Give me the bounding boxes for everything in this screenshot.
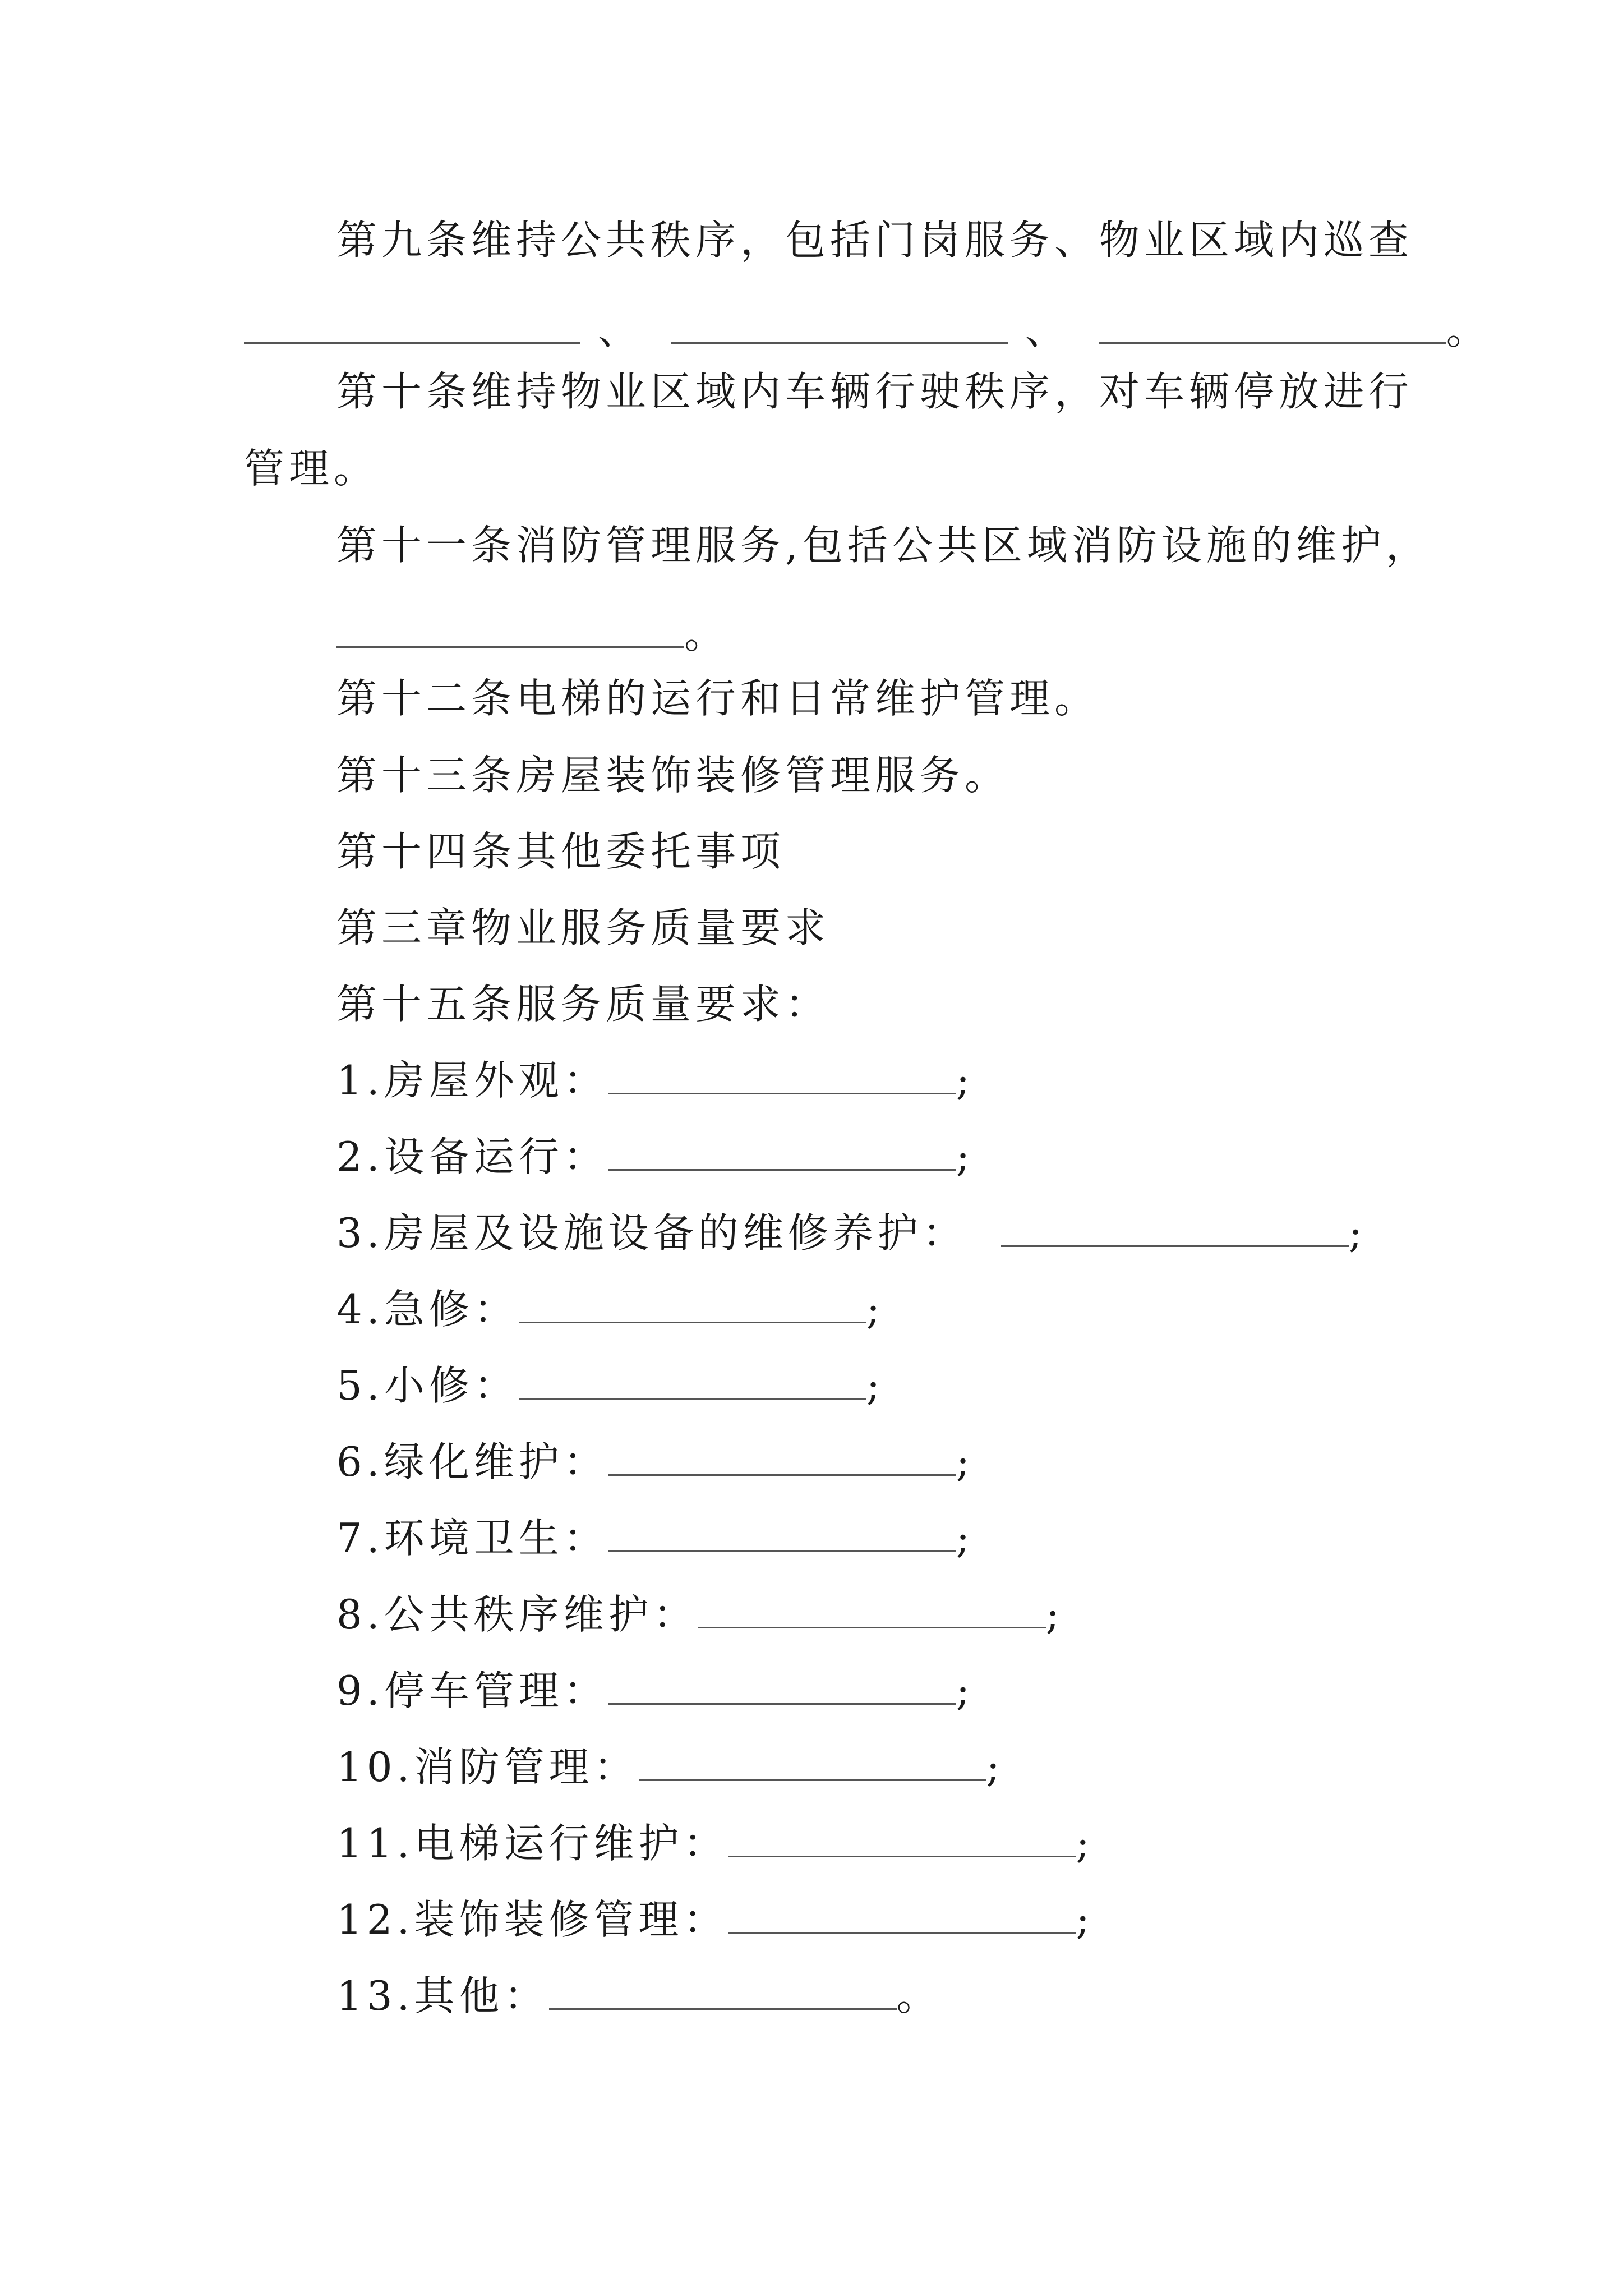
blank-field[interactable] [639, 1745, 986, 1781]
requirement-label: 6.绿化维护： [336, 1438, 608, 1485]
requirement-item [336, 1663, 970, 1719]
blank-field[interactable] [549, 1973, 897, 2010]
article-10-line-2: 管理。 [244, 445, 379, 492]
requirement-item [336, 1510, 970, 1566]
article-14: 第十四条其他委托事项 [336, 828, 786, 875]
blank-field[interactable] [519, 1287, 866, 1323]
end-punctuation: ; [986, 1743, 1000, 1791]
end-punctuation: 。 [684, 610, 725, 657]
requirement-label: 8.公共秩序维护： [336, 1591, 698, 1638]
separator: 、 [1025, 306, 1070, 353]
requirement-item [336, 1129, 970, 1185]
requirement-label: 4.急修： [336, 1286, 519, 1333]
end-punctuation: ; [1076, 1820, 1090, 1867]
requirement-item [336, 1052, 970, 1108]
requirement-label: 13.其他： [336, 1972, 549, 2019]
requirement-item [336, 1586, 1059, 1642]
blank-field[interactable] [728, 1897, 1076, 1934]
blank-field[interactable] [608, 1058, 956, 1094]
end-punctuation: ; [866, 1362, 880, 1409]
blank-field[interactable] [1099, 307, 1446, 344]
blank-field[interactable] [336, 611, 684, 648]
end-punctuation: ; [956, 1667, 970, 1714]
requirement-label: 3.房屋及设施设备的维修养护： [336, 1209, 967, 1257]
end-punctuation: ; [956, 1057, 970, 1104]
requirement-label: 9.停车管理： [336, 1667, 608, 1714]
requirement-label: 5.小修： [336, 1362, 519, 1409]
separator: 、 [597, 306, 643, 353]
blank-field[interactable] [608, 1668, 956, 1705]
requirement-item [336, 1892, 1090, 1948]
requirement-item [336, 1739, 1000, 1795]
end-punctuation: ; [956, 1438, 970, 1485]
requirement-item [336, 1968, 937, 2024]
requirement-label: 1.房屋外观： [336, 1057, 608, 1104]
end-punctuation: ; [1348, 1209, 1362, 1257]
requirement-label: 7.环境卫生： [336, 1515, 608, 1562]
requirement-item [336, 1815, 1090, 1871]
article-11-text: 第十一条消防管理服务,包括公共区域消防设施的维护， [336, 522, 1431, 569]
end-punctuation: ; [956, 1133, 970, 1180]
requirement-label: 10.消防管理： [336, 1743, 639, 1791]
blank-field[interactable] [519, 1363, 866, 1400]
end-punctuation: ; [866, 1286, 880, 1333]
blank-field[interactable] [671, 307, 1008, 344]
chapter-3-heading: 第三章物业服务质量要求 [336, 904, 831, 951]
requirement-label: 2.设备运行： [336, 1133, 608, 1180]
article-13: 第十三条房屋装饰装修管理服务。 [336, 752, 1010, 799]
requirement-label: 11.电梯运行维护： [336, 1820, 728, 1867]
requirement-item [336, 1434, 970, 1490]
blank-field[interactable] [244, 307, 580, 344]
article-10-line-1: 第十条维持物业区域内车辆行驶秩序，对车辆停放进行 [336, 368, 1414, 415]
blank-field[interactable] [698, 1592, 1046, 1628]
end-punctuation: 。 [1446, 306, 1487, 353]
end-punctuation: ; [1076, 1896, 1090, 1943]
article-12: 第十二条电梯的运行和日常维护管理。 [336, 675, 1100, 722]
article-11-blank-line [336, 606, 725, 662]
blank-field[interactable] [608, 1134, 956, 1171]
end-punctuation: 。 [896, 1972, 937, 2019]
requirement-item [336, 1205, 1362, 1261]
article-9-blanks-line [244, 302, 1487, 358]
article-9-text: 第九条维持公共秩序，包括门岗服务、物业区域内巡查 [336, 217, 1414, 264]
requirement-label: 12.装饰装修管理： [336, 1896, 728, 1943]
end-punctuation: ; [956, 1515, 970, 1562]
blank-field[interactable] [1001, 1211, 1349, 1247]
end-punctuation: ; [1045, 1591, 1059, 1638]
blank-field[interactable] [608, 1516, 956, 1552]
blank-field[interactable] [608, 1439, 956, 1476]
requirement-item [336, 1281, 880, 1337]
requirement-item [336, 1358, 880, 1414]
blank-field[interactable] [728, 1821, 1076, 1857]
article-15: 第十五条服务质量要求： [336, 981, 831, 1028]
